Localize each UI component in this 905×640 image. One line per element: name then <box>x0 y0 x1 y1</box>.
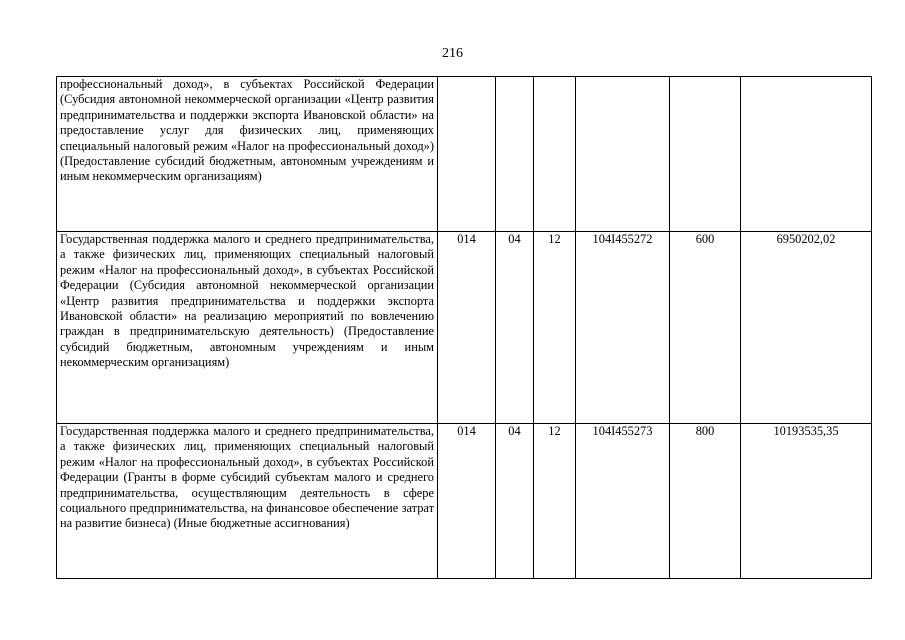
page-number: 216 <box>442 46 463 61</box>
amount: 10193535,35 <box>741 424 872 579</box>
subsection-code: 12 <box>534 232 576 424</box>
expense-type-code <box>670 77 741 232</box>
ministry-code: 014 <box>438 232 496 424</box>
target-article-code: 104I455273 <box>576 424 670 579</box>
table-row <box>57 232 872 424</box>
expense-type-code: 600 <box>670 232 741 424</box>
ministry-code: 014 <box>438 424 496 579</box>
section-code <box>496 77 534 232</box>
row-description: профессиональный доход», в субъектах Российской Федерации (Субсидия автономной некоммерческой организации «Центр развития предпринимательства и поддержки экспорта Ивановской области» на предоставление услуг для физических лиц, применяющих специальный налоговый режим «Налог на профессиональный доход») (Предоставление субсидий бюджетным, автономным учреждениям и иным некоммерческим организациям) <box>57 77 438 232</box>
section-code: 04 <box>496 232 534 424</box>
expense-type-code: 800 <box>670 424 741 579</box>
subsection-code: 12 <box>534 424 576 579</box>
row-description: Государственная поддержка малого и среднего предпринимательства, а также физических лиц, применяющих специальный налоговый режим «Налог на профессиональный доход», в субъектах Российской Федерации (Гранты в форме субсидий субъектам малого и среднего предпринимательства, осуществляющим деятельность в сфере социального предпринимательства, на финансовое обеспечение затрат на развитие бизнеса) (Иные бюджетные ассигнования) <box>57 424 438 579</box>
ministry-code <box>438 77 496 232</box>
table-row <box>57 424 872 579</box>
table-row <box>57 77 872 232</box>
section-code: 04 <box>496 424 534 579</box>
row-description: Государственная поддержка малого и среднего предпринимательства, а также физических лиц, применяющих специальный налоговый режим «Налог на профессиональный доход», в субъектах Российской Федерации (Субсидия автономной некоммерческой организации «Центр развития предпринимательства и поддержки экспорта Ивановской области» на реализацию мероприятий по вовлечению граждан в предпринимательскую деятельность) (Предоставление субсидий бюджетным, автономным учреждениям и иным некоммерческим организациям) <box>57 232 438 424</box>
target-article-code: 104I455272 <box>576 232 670 424</box>
target-article-code <box>576 77 670 232</box>
amount: 6950202,02 <box>741 232 872 424</box>
amount <box>741 77 872 232</box>
budget-table <box>56 76 872 579</box>
subsection-code <box>534 77 576 232</box>
